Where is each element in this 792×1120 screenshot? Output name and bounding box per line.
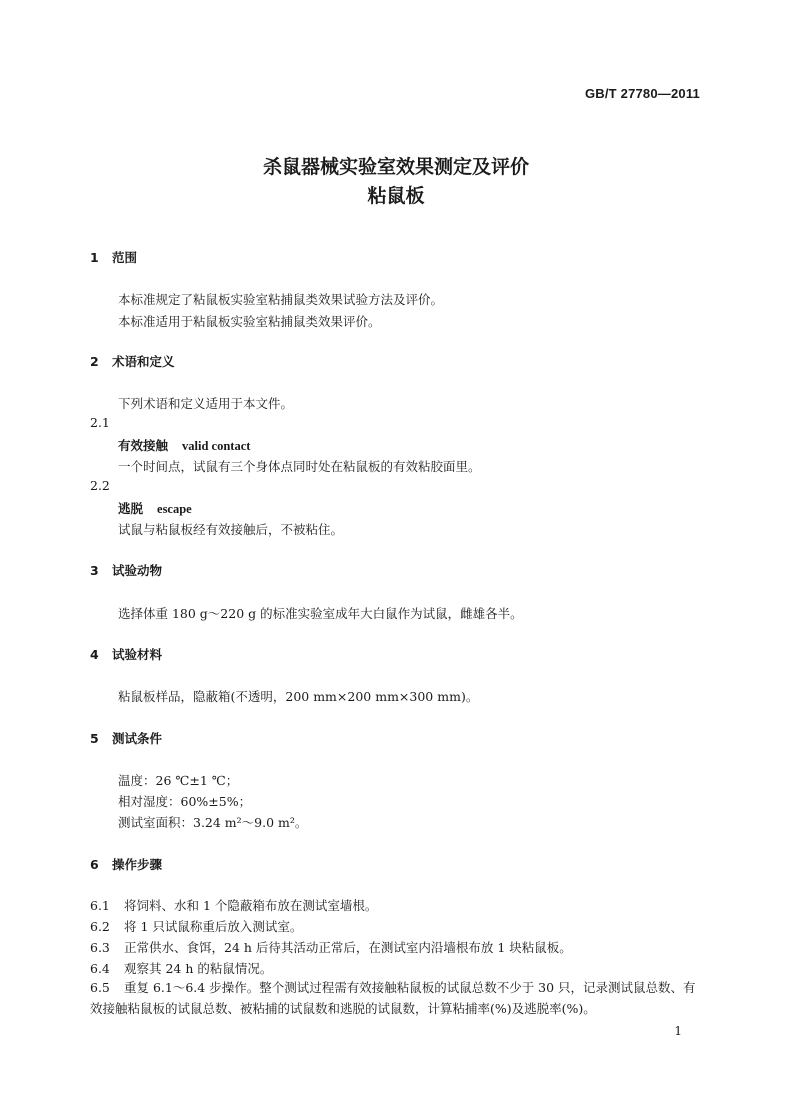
term-cn: 有效接触	[118, 438, 169, 453]
step-number: 6.2	[90, 919, 110, 934]
section-number: 4	[90, 647, 99, 662]
paragraph: 相对湿度：60%±5%；	[118, 794, 252, 809]
step-item	[90, 977, 702, 1019]
paragraph: 本标准规定了粘鼠板实验室粘捕鼠类效果试验方法及评价。	[118, 292, 444, 307]
step-number: 6.1	[90, 898, 110, 913]
step-number: 6.5	[90, 980, 110, 995]
step-item	[90, 896, 377, 914]
term-entry	[118, 436, 250, 454]
step-item	[90, 938, 572, 956]
term-definition: 一个时间点，试鼠有三个身体点同时处在粘鼠板的有效粘胶面里。	[118, 459, 481, 474]
step-number: 6.4	[90, 961, 110, 976]
section-number: 3	[90, 563, 99, 578]
step-item	[90, 959, 272, 977]
section-3-heading	[90, 561, 162, 579]
paragraph: 测试室面积：3.24 m²～9.0 m²。	[118, 815, 308, 830]
term-en: valid contact	[182, 439, 251, 453]
section-2-heading	[90, 352, 175, 370]
term-definition: 试鼠与粘鼠板经有效接触后，不被粘住。	[118, 522, 344, 537]
term-en: escape	[157, 502, 192, 516]
document-subtitle: 粘鼠板	[367, 185, 425, 207]
section-6-heading	[90, 855, 162, 873]
paragraph: 温度：26 ℃±1 ℃；	[118, 773, 239, 788]
term-cn: 逃脱	[118, 501, 144, 516]
section-title: 试验动物	[112, 563, 163, 578]
subclause-number: 2.2	[90, 478, 110, 493]
section-1-heading	[90, 248, 137, 266]
paragraph: 选择体重 180 g～220 g 的标准实验室成年大白鼠作为试鼠，雌雄各半。	[118, 606, 523, 621]
step-text: 正常供水、食饵，24 h 后待其活动正常后，在测试室内沿墙根布放 1 块粘鼠板。	[124, 940, 572, 955]
standard-code: GB/T 27780—2011	[584, 86, 700, 101]
step-item	[90, 917, 302, 935]
section-number: 1	[90, 250, 99, 265]
section-title: 术语和定义	[112, 354, 175, 369]
paragraph: 本标准适用于粘鼠板实验室粘捕鼠类效果评价。	[118, 314, 381, 329]
section-number: 5	[90, 731, 99, 746]
subclause-number: 2.1	[90, 415, 110, 430]
section-title: 测试条件	[112, 731, 163, 746]
section-title: 试验材料	[112, 647, 163, 662]
section-number: 2	[90, 354, 99, 369]
step-text: 将 1 只试鼠称重后放入测试室。	[124, 919, 303, 934]
step-text: 将饲料、水和 1 个隐蔽箱布放在测试室墙根。	[124, 898, 378, 913]
document-title: 杀鼠器械实验室效果测定及评价	[262, 156, 529, 178]
paragraph: 粘鼠板样品，隐蔽箱(不透明，200 mm×200 mm×300 mm)。	[118, 689, 479, 704]
section-5-heading	[90, 729, 162, 747]
step-text: 观察其 24 h 的粘鼠情况。	[124, 961, 273, 976]
section-title: 范围	[112, 250, 138, 265]
section-title: 操作步骤	[112, 857, 163, 872]
page-number: 1	[674, 1024, 682, 1038]
term-entry	[118, 499, 192, 517]
step-number: 6.3	[90, 940, 110, 955]
section-4-heading	[90, 645, 162, 663]
section-number: 6	[90, 857, 99, 872]
step-text: 重复 6.1～6.4 步操作。整个测试过程需有效接触粘鼠板的试鼠总数不少于 30 只，记录测试鼠总数、有效接触粘鼠板的试鼠总数、被粘捕的试鼠数和逃脱的试鼠数，计算粘捕率(%)及逃脱率(%)。	[90, 980, 696, 1016]
paragraph: 下列术语和定义适用于本文件。	[118, 396, 294, 411]
